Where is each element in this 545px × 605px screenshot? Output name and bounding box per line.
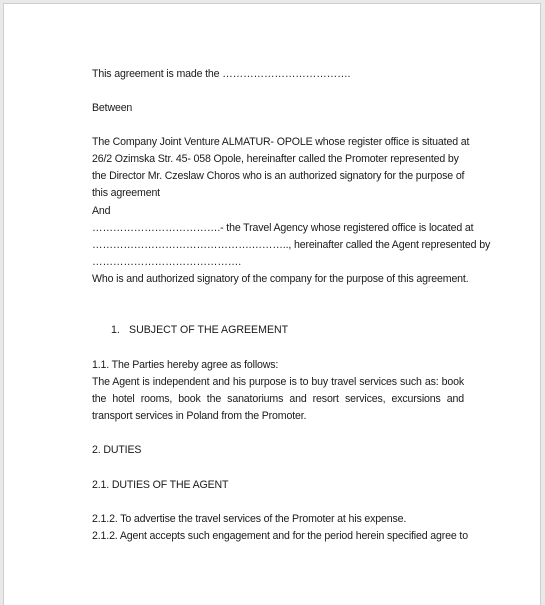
- clause-1-1: 1.1. The Parties hereby agree as follows:: [92, 359, 279, 371]
- section-1-title: SUBJECT OF THE AGREEMENT: [129, 324, 289, 336]
- agent-line-3: transport services in Poland from the Promoter.: [92, 410, 307, 422]
- agency-line-2: ……………………………………….……….., hereinafter called the Agent represented by: [92, 239, 491, 251]
- section-2-title: 2. DUTIES: [92, 444, 142, 456]
- agreement-date-line: This agreement is made the ……………………………….: [92, 68, 351, 80]
- agency-line-4: Who is and authorized signatory of the company for the purpose of this agreement.: [92, 273, 469, 285]
- party-line-4: this agreement: [92, 187, 160, 199]
- between-label: Between: [92, 102, 133, 114]
- document-page: [3, 3, 541, 605]
- party-line-2: 26/2 Ozimska Str. 45- 058 Opole, hereinafter called the Promoter represented by: [92, 153, 459, 165]
- party-line-1: The Company Joint Venture ALMATUR- OPOLE whose register office is situated at: [92, 136, 470, 148]
- section-1-number: 1.: [111, 324, 120, 336]
- agency-line-1: ……………………………….- the Travel Agency whose registered office is located at: [92, 222, 474, 234]
- agency-line-3: …………………………………….: [92, 256, 242, 268]
- agent-line-1: The Agent is independent and his purpose is to buy travel services such as: book: [92, 376, 464, 388]
- agent-line-2: the hotel rooms, book the sanatoriums and resort services, excursions and: [92, 393, 464, 405]
- clause-2-1-2-engagement: 2.1.2. Agent accepts such engagement and for the period herein specified agree to: [92, 530, 468, 542]
- party-line-3: the Director Mr. Czeslaw Choros who is an authorized signatory for the purpose of: [92, 170, 465, 182]
- and-label: And: [92, 205, 111, 217]
- section-2-1-title: 2.1. DUTIES OF THE AGENT: [92, 479, 229, 491]
- clause-2-1-2-advertise: 2.1.2. To advertise the travel services of the Promoter at his expense.: [92, 513, 407, 525]
